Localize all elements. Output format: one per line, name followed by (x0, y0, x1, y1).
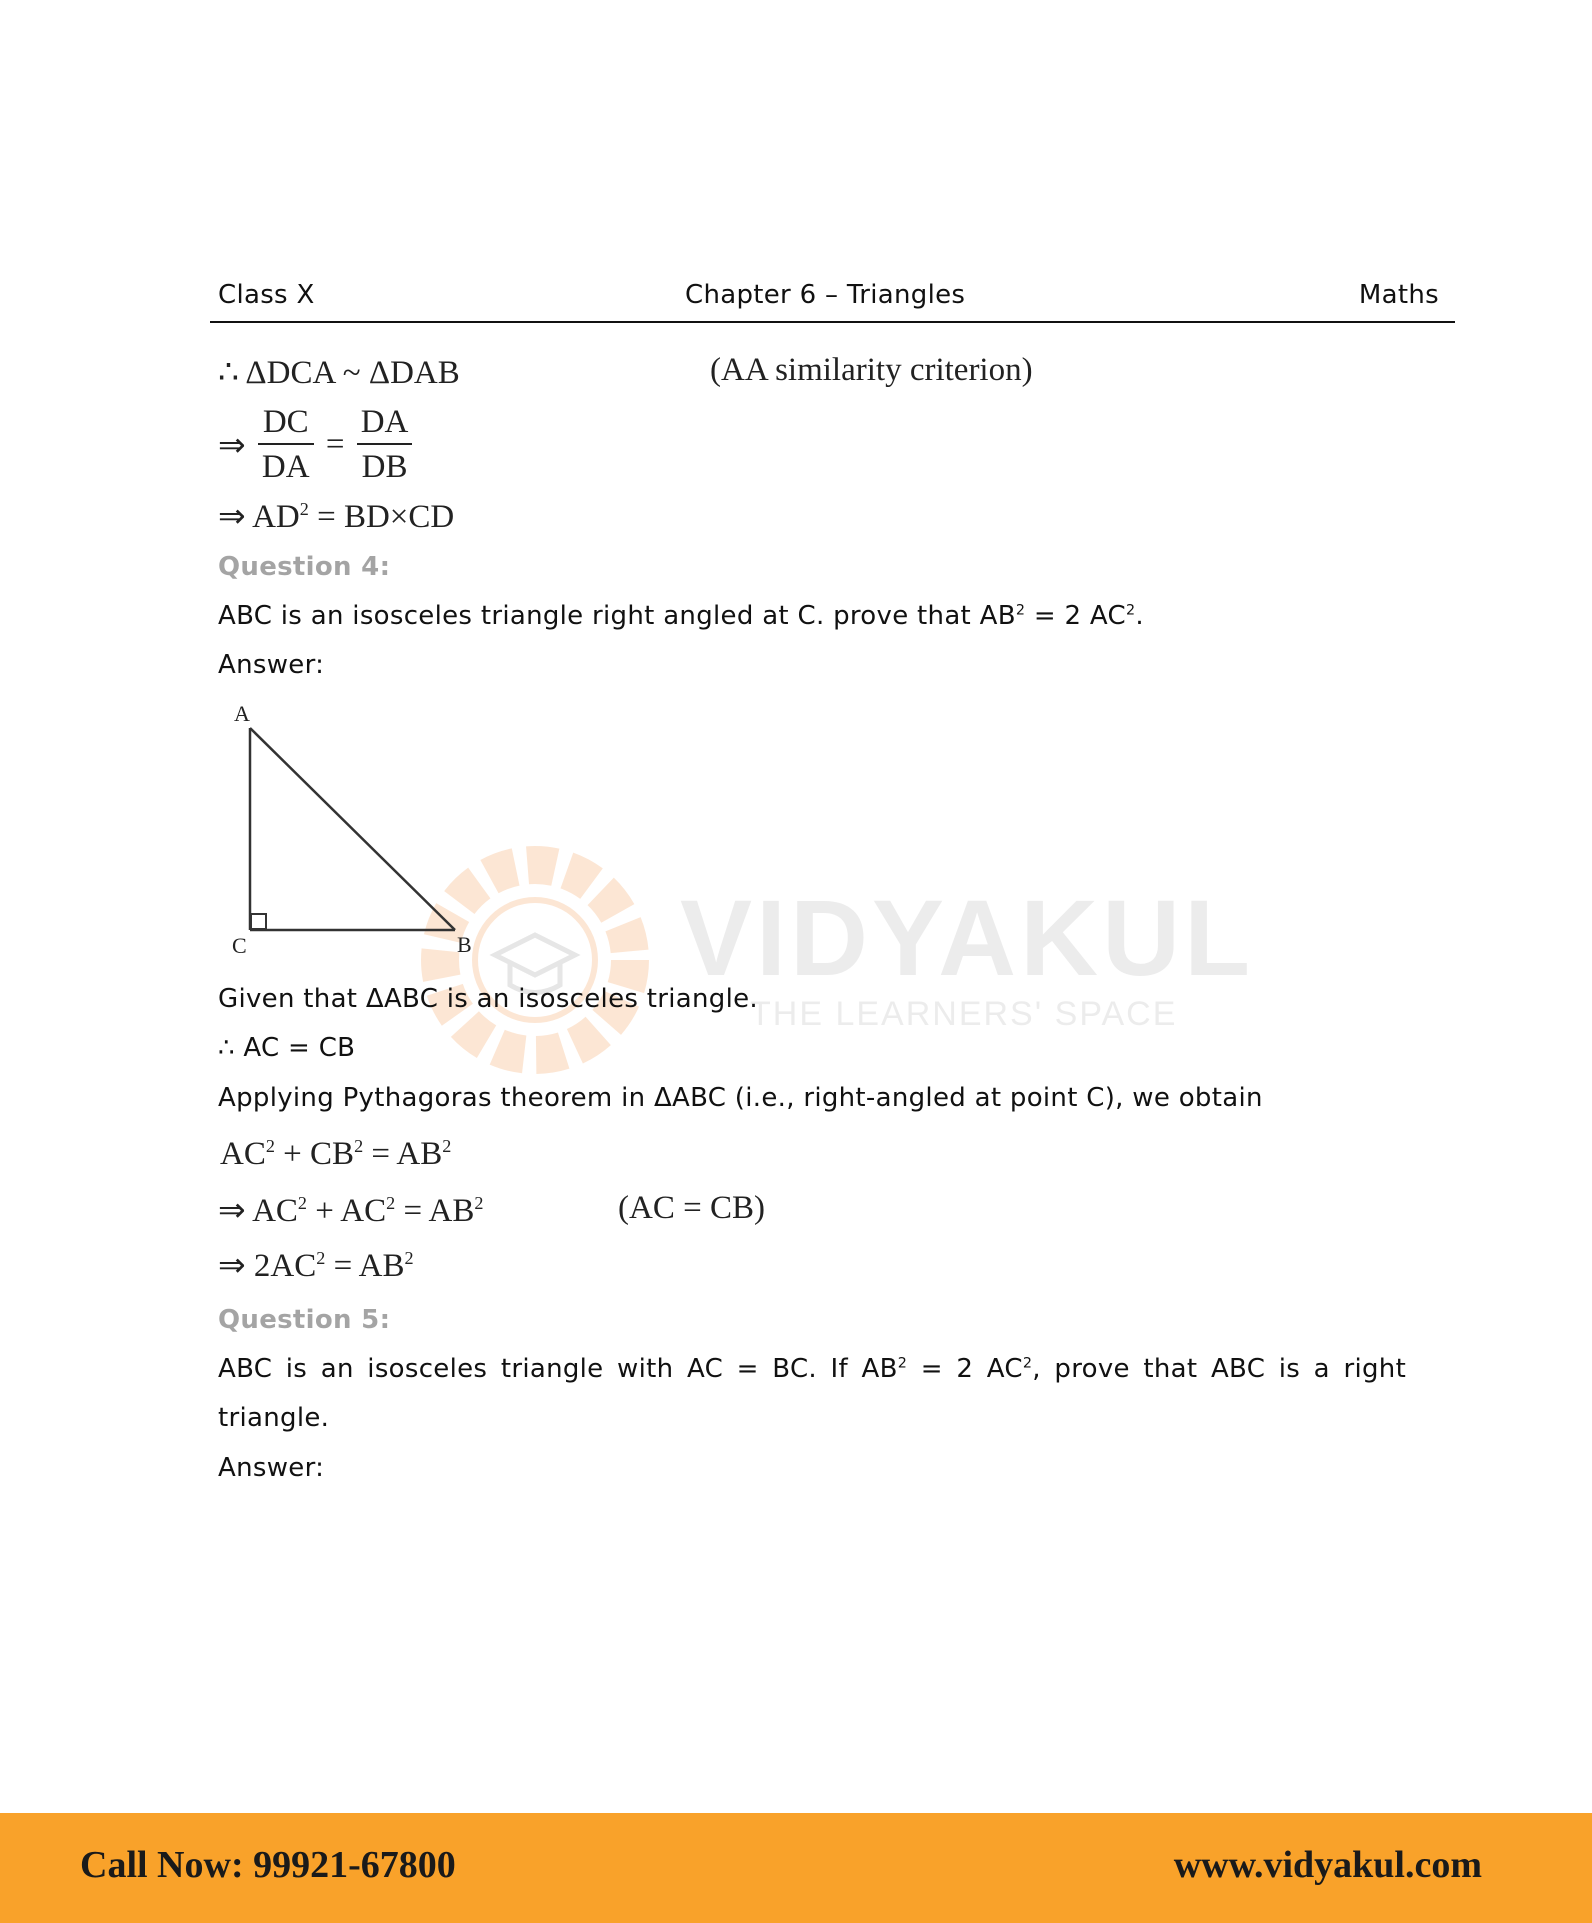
ad-squared-equation (218, 496, 454, 536)
equality-note: (AC = CB) (618, 1190, 765, 1226)
equation-part: = AB (325, 1248, 405, 1284)
text-part: , prove that ABC is a right (1032, 1354, 1407, 1384)
vertex-label-c: C (232, 933, 247, 958)
exponent: 2 (299, 499, 309, 519)
text-part: . (1135, 601, 1144, 631)
exponent: 2 (1015, 602, 1026, 619)
equation-part: ⇒ 2AC (218, 1248, 317, 1284)
implies-symbol: ⇒ (218, 428, 246, 464)
side-ab (250, 728, 455, 930)
watermark-brand: VIDYAKUL (680, 877, 1255, 998)
header-subject: Maths (1358, 280, 1439, 310)
question-4-answer-label: Answer: (218, 650, 325, 680)
equation-part: + CB (274, 1136, 355, 1172)
question-4-heading: Question 4: (218, 552, 391, 582)
fraction-da-db (357, 404, 413, 486)
exponent: 2 (316, 1248, 326, 1268)
exponent: 2 (474, 1193, 484, 1213)
question-4-text (218, 601, 1144, 631)
vertex-label-a: A (234, 701, 250, 726)
text-part: = 2 AC (907, 1354, 1023, 1384)
therefore-statement: ∴ AC = CB (218, 1033, 356, 1063)
exponent: 2 (404, 1248, 414, 1268)
text-part: ABC is an isosceles triangle with AC = BC. If AB (218, 1354, 898, 1384)
exponent: 2 (442, 1136, 452, 1156)
equation-part: ⇒ AC (218, 1193, 298, 1229)
pythagoras-equation-1 (220, 1136, 451, 1173)
call-now-phone[interactable]: Call Now: 99921-67800 (80, 1844, 456, 1886)
equation-part: = AB (395, 1193, 475, 1229)
question-5-text-continued: triangle. (218, 1403, 330, 1433)
text-part: = 2 AC (1025, 601, 1126, 631)
exponent: 2 (1022, 1355, 1033, 1372)
text-part: ABC is an isosceles triangle right angled at C. prove that AB (218, 601, 1016, 631)
equation-part: AC (220, 1136, 266, 1172)
header-divider (210, 321, 1455, 323)
equation-part: = BD×CD (308, 499, 455, 535)
right-angle-marker (251, 914, 266, 929)
exponent: 2 (297, 1193, 307, 1213)
fraction-numerator: DC (258, 404, 314, 445)
question-5-answer-label: Answer: (218, 1453, 325, 1483)
watermark (410, 835, 1255, 1085)
triangle-figure (220, 695, 500, 965)
watermark-tagline: THE LEARNERS' SPACE (750, 995, 1178, 1033)
fraction-numerator: DA (357, 404, 413, 445)
fraction-denominator: DB (361, 449, 408, 485)
footer-banner (0, 1813, 1592, 1923)
equation-part: + AC (307, 1193, 387, 1229)
question-5-text (218, 1354, 1406, 1384)
vertex-label-b: B (457, 932, 472, 957)
header-class: Class X (218, 280, 315, 310)
question-5-heading: Question 5: (218, 1305, 391, 1335)
header-chapter: Chapter 6 – Triangles (685, 280, 966, 310)
ratio-equation (218, 404, 416, 486)
website-link[interactable]: www.vidyakul.com (1173, 1844, 1482, 1886)
implies-symbol: ⇒ (218, 499, 246, 535)
exponent: 2 (354, 1136, 364, 1156)
equals-sign: = (325, 426, 345, 463)
equation-part: = AB (363, 1136, 443, 1172)
similarity-criterion-note: (AA similarity criterion) (710, 352, 1033, 388)
given-statement: Given that ΔABC is an isosceles triangle. (218, 984, 758, 1014)
pythagoras-equation-3 (218, 1245, 414, 1285)
fraction-denominator: DA (261, 449, 310, 485)
exponent: 2 (265, 1136, 275, 1156)
pythagoras-statement: Applying Pythagoras theorem in ΔABC (i.e., right-angled at point C), we obtain (218, 1083, 1263, 1113)
fraction-dc-da (258, 404, 314, 486)
equation-part: AD (252, 499, 300, 535)
exponent: 2 (897, 1355, 908, 1372)
similarity-statement: ∴ ΔDCA ~ ΔDAB (218, 355, 460, 391)
pythagoras-equation-2 (218, 1190, 483, 1230)
exponent: 2 (386, 1193, 396, 1213)
exponent: 2 (1125, 602, 1136, 619)
